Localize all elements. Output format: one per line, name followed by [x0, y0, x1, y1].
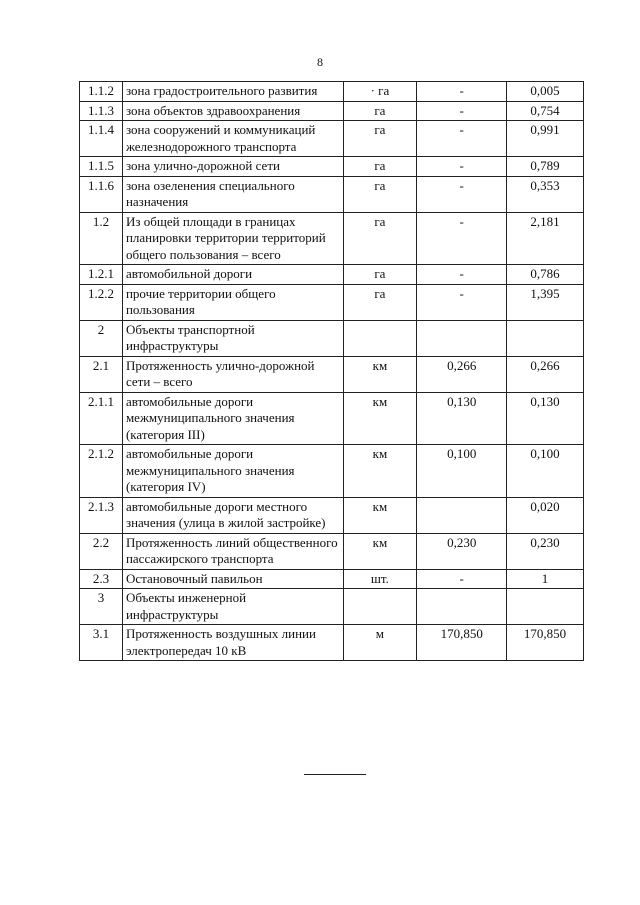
table-body: [80, 82, 584, 661]
unit-cell: [343, 589, 417, 625]
indicator-name-cell: зона улично-дорожной сети: [122, 157, 343, 177]
row-number-cell: 3.1: [80, 625, 123, 661]
unit-cell: га: [343, 212, 417, 265]
design-value-cell: 170,850: [507, 625, 584, 661]
unit-cell: га: [343, 176, 417, 212]
current-value-cell: -: [417, 212, 507, 265]
row-number-cell: 2.1.3: [80, 497, 123, 533]
current-value-cell: [417, 320, 507, 356]
unit-cell: · га: [343, 82, 417, 102]
design-value-cell: 0,754: [507, 101, 584, 121]
indicator-name-cell: Протяженность улично-дорожной сети – всего: [122, 356, 343, 392]
current-value-cell: 0,230: [417, 533, 507, 569]
table-row: [80, 157, 584, 177]
current-value-cell: -: [417, 176, 507, 212]
indicator-name-cell: автомобильные дороги межмуниципального значения (категория III): [122, 392, 343, 445]
table-row: [80, 121, 584, 157]
unit-cell: км: [343, 356, 417, 392]
table-row: [80, 625, 584, 661]
unit-cell: га: [343, 157, 417, 177]
current-value-cell: -: [417, 101, 507, 121]
design-value-cell: 0,786: [507, 265, 584, 285]
current-value-cell: -: [417, 82, 507, 102]
design-value-cell: 1,395: [507, 284, 584, 320]
design-value-cell: 1: [507, 569, 584, 589]
unit-cell: га: [343, 101, 417, 121]
table-row: [80, 497, 584, 533]
current-value-cell: -: [417, 265, 507, 285]
table-row: [80, 265, 584, 285]
design-value-cell: 0,020: [507, 497, 584, 533]
row-number-cell: 1.2.1: [80, 265, 123, 285]
current-value-cell: [417, 497, 507, 533]
indicator-name-cell: зона градостроительного развития: [122, 82, 343, 102]
unit-cell: км: [343, 497, 417, 533]
table-row: [80, 392, 584, 445]
design-value-cell: 0,130: [507, 392, 584, 445]
indicator-name-cell: Объекты инженерной инфраструктуры: [122, 589, 343, 625]
indicator-name-cell: зона объектов здравоохранения: [122, 101, 343, 121]
design-value-cell: 0,353: [507, 176, 584, 212]
unit-cell: км: [343, 533, 417, 569]
unit-cell: км: [343, 392, 417, 445]
unit-cell: [343, 320, 417, 356]
table-row: [80, 101, 584, 121]
table-row: [80, 284, 584, 320]
table-row: [80, 82, 584, 102]
indicator-name-cell: Объекты транспортной инфраструктуры: [122, 320, 343, 356]
current-value-cell: [417, 589, 507, 625]
row-number-cell: 1.2.2: [80, 284, 123, 320]
row-number-cell: 2.1: [80, 356, 123, 392]
current-value-cell: 170,850: [417, 625, 507, 661]
table-row: [80, 569, 584, 589]
unit-cell: км: [343, 445, 417, 498]
design-value-cell: 0,991: [507, 121, 584, 157]
unit-cell: м: [343, 625, 417, 661]
current-value-cell: 0,266: [417, 356, 507, 392]
indicator-name-cell: Остановочный павильон: [122, 569, 343, 589]
current-value-cell: 0,130: [417, 392, 507, 445]
row-number-cell: 2.1.1: [80, 392, 123, 445]
current-value-cell: -: [417, 569, 507, 589]
table-row: [80, 212, 584, 265]
row-number-cell: 1.1.5: [80, 157, 123, 177]
design-value-cell: [507, 589, 584, 625]
current-value-cell: -: [417, 157, 507, 177]
indicator-name-cell: автомобильные дороги межмуниципального значения (категория IV): [122, 445, 343, 498]
table-row: [80, 445, 584, 498]
row-number-cell: 1.1.3: [80, 101, 123, 121]
unit-cell: га: [343, 265, 417, 285]
design-value-cell: 0,266: [507, 356, 584, 392]
row-number-cell: 1.1.6: [80, 176, 123, 212]
design-value-cell: [507, 320, 584, 356]
row-number-cell: 1.2: [80, 212, 123, 265]
indicator-name-cell: зона озеленения специального назначения: [122, 176, 343, 212]
unit-cell: шт.: [343, 569, 417, 589]
footer-separator-line: [304, 774, 366, 775]
indicator-name-cell: автомобильной дороги: [122, 265, 343, 285]
indicator-name-cell: прочие территории общего пользования: [122, 284, 343, 320]
table-row: [80, 176, 584, 212]
design-value-cell: 0,789: [507, 157, 584, 177]
unit-cell: га: [343, 284, 417, 320]
design-value-cell: 0,005: [507, 82, 584, 102]
row-number-cell: 2.3: [80, 569, 123, 589]
indicator-name-cell: Из общей площади в границах планировки территории территорий общего пользования – всего: [122, 212, 343, 265]
row-number-cell: 2.1.2: [80, 445, 123, 498]
indicator-name-cell: Протяженность линий общественного пассажирского транспорта: [122, 533, 343, 569]
table-row: [80, 589, 584, 625]
current-value-cell: -: [417, 284, 507, 320]
row-number-cell: 1.1.4: [80, 121, 123, 157]
table-row: [80, 320, 584, 356]
indicator-name-cell: автомобильные дороги местного значения (улица в жилой застройке): [122, 497, 343, 533]
table-row: [80, 533, 584, 569]
current-value-cell: 0,100: [417, 445, 507, 498]
unit-cell: га: [343, 121, 417, 157]
design-value-cell: 2,181: [507, 212, 584, 265]
row-number-cell: 3: [80, 589, 123, 625]
row-number-cell: 2.2: [80, 533, 123, 569]
page-number: 8: [317, 55, 323, 69]
indicator-name-cell: Протяженность воздушных линии электропередач 10 кВ: [122, 625, 343, 661]
indicator-name-cell: зона сооружений и коммуникаций железнодорожного транспорта: [122, 121, 343, 157]
design-value-cell: 0,100: [507, 445, 584, 498]
row-number-cell: 1.1.2: [80, 82, 123, 102]
indicators-table: [79, 81, 584, 661]
current-value-cell: -: [417, 121, 507, 157]
design-value-cell: 0,230: [507, 533, 584, 569]
table-row: [80, 356, 584, 392]
row-number-cell: 2: [80, 320, 123, 356]
